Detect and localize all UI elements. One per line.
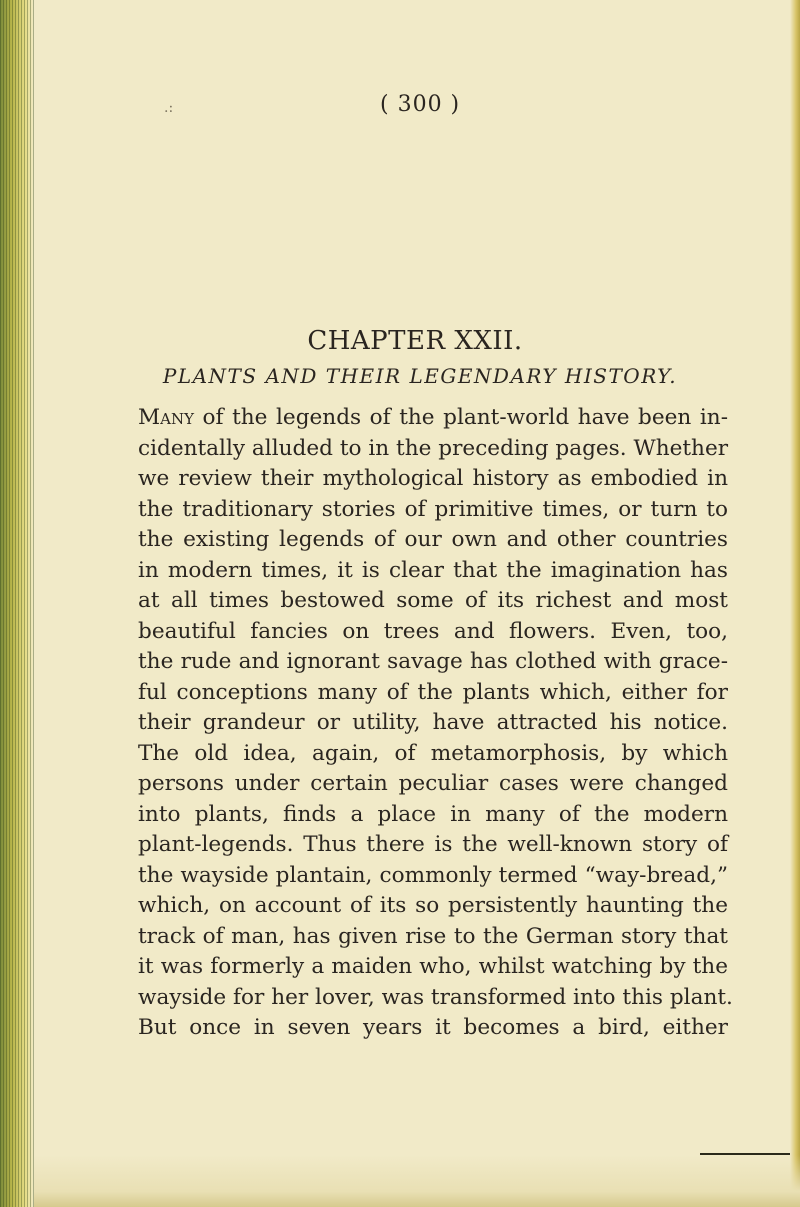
- text-line: which, on account of its so persistently haunting the: [138, 893, 728, 918]
- text-line: But once in seven years it becomes a bird, either: [138, 1015, 728, 1040]
- text-line: the traditionary stories of primitive times, or turn to: [138, 496, 728, 522]
- text-line: ful conceptions many of the plants which, either for: [138, 679, 728, 705]
- chapter-title-text: CHAPTER XXII.: [307, 326, 523, 356]
- text-line: the wayside plantain, commonly termed “way-bread,”: [138, 862, 728, 888]
- text-line: into plants, finds a place in many of the modern: [138, 801, 728, 827]
- text-line: beautiful fancies on trees and flowers. Even, too,: [138, 618, 728, 644]
- chapter-subtitle: [0, 364, 800, 388]
- text-line: in modern times, it is clear that the imagination has: [138, 557, 728, 583]
- text-line: The old idea, again, of metamorphosis, by which: [138, 740, 728, 766]
- page-mark: .:: [164, 100, 174, 116]
- bottom-rule: [700, 1153, 790, 1155]
- page-right-edge: [790, 0, 800, 1207]
- text-line: the existing legends of our own and other countries: [138, 527, 728, 552]
- first-line-rest: of the legends of the plant-world have been in-: [193, 405, 728, 430]
- text-line: their grandeur or utility, have attracted his notice.: [138, 710, 728, 735]
- text-line: at all times bestowed some of its richest and most: [138, 588, 728, 613]
- lead-word: Many: [138, 405, 194, 430]
- text-line: plant-legends. Thus there is the well-known story of: [138, 832, 728, 857]
- text-line: we review their mythological history as embodied in: [138, 466, 728, 491]
- text-line: the rude and ignorant savage has clothed with grace-: [138, 649, 728, 674]
- text-line: persons under certain peculiar cases were changed: [138, 771, 728, 796]
- page-number: ( 300 ): [380, 92, 461, 117]
- book-spine-edge: [0, 0, 34, 1207]
- text-line: it was formerly a maiden who, whilst watching by the: [138, 954, 728, 979]
- text-line: [138, 403, 728, 434]
- text-line: wayside for her lover, was transformed into this plant.: [138, 984, 733, 1010]
- text-line: cidentally alluded to in the preceding pages. Whether: [138, 435, 729, 461]
- page-bottom-shadow: [34, 1155, 800, 1207]
- chapter-subtitle-text: PLANTS AND THEIR LEGENDARY HISTORY.: [162, 364, 678, 388]
- chapter-title: [0, 326, 800, 356]
- text-line: track of man, has given rise to the German story that: [138, 923, 728, 949]
- body-paragraph: [138, 403, 733, 1044]
